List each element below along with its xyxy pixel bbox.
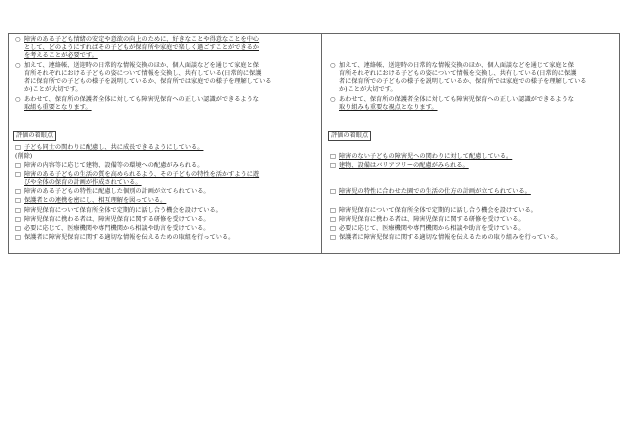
left-eval-item: (削除) — [15, 153, 33, 160]
left-line: として、どのようにすればその子どもが保育所や家庭で楽しく過ごすことができるか — [24, 44, 259, 51]
right-eval-item: □ 障害児保育について保育所全体で定期的に話し合う機会を設けている。 — [330, 207, 537, 214]
left-line: か)ことが大切です。 — [24, 86, 82, 93]
right-eval-title: 評価の着眼点 — [328, 131, 371, 141]
right-line: 取り組みも重要な視点となります。 — [339, 104, 438, 111]
right-line: ○ あわせて、保育所の保護者全体に対しても障害児保育への正しい認識ができるような — [330, 96, 574, 103]
right-line: ○ 加えて、連絡帳、送迎時の日常的な情報交換のほか、個人面談などを通じて家庭と保 — [330, 62, 574, 69]
left-line: ○ 加えて、連絡帳、送迎時の日常的な情報交換のほか、個人面談などを通じて家庭と保 — [15, 62, 259, 69]
left-eval-item: □ 障害のある子どもの生活の質を高められるよう、その子どもの特性を活かすように遊 — [15, 171, 260, 178]
right-eval-item: □ 障害児の特性に合わせた園での生活の仕方の計画が立てられている。 — [330, 188, 531, 195]
right-line: 者に保育所での子どもの様子を説明しているか、保育所では家庭での様子を理解している — [339, 78, 587, 85]
left-line: 者に保育所での子どもの様子を説明しているか、保育所では家庭での様子を理解している — [24, 78, 272, 85]
right-eval-item: □ 必要に応じて、医療機関や専門機関から相談や助言を受けている。 — [330, 225, 525, 232]
left-eval-item: □ 保護者に障害児保育に関する適切な情報を伝えるための取組を行っている。 — [15, 234, 235, 241]
right-eval-item: □ 障害児保育に携わる者は、障害児保育に関する研修を受けている。 — [330, 216, 525, 223]
left-eval-item: □ 子ども同士の関わりに配慮し、共に成長できるようにしている。 — [15, 144, 204, 151]
left-eval-item: □ 必要に応じて、医療機関や専門機関から相談や助言を受けている。 — [15, 225, 210, 232]
comparison-table — [8, 33, 620, 254]
left-eval-item: びや全体の保育の計画が作成されている。 — [24, 179, 142, 186]
left-eval-item: □ 障害児保育に携わる者は、障害児保育に関する研修を受けている。 — [15, 216, 210, 223]
right-eval-item: □ 障害のない子どもの障害児への関わりに対して配慮している。 — [330, 153, 513, 160]
right-line: 育所それぞれにおける子どもの姿について情報を交換し、共有している(日常的に保護 — [339, 70, 577, 77]
left-eval-title: 評価の着眼点 — [13, 131, 56, 141]
left-line: 育所それぞれにおける子どもの姿について情報を交換し、共有している(日常的に保護 — [24, 70, 262, 77]
left-line: を考えることが必要です。 — [24, 52, 98, 59]
left-line: ○ 障害のある子ども情緒の安定や意欲の向上のために、好きなことや得意なことを中心 — [15, 36, 260, 43]
left-line: ○ あわせて、保育所の保護者全体に対しても障害児保育への正しい認識ができるような — [15, 96, 259, 103]
left-eval-item: □ 障害のある子どもの特性に配慮した個別の計画が立てられている。 — [15, 188, 210, 195]
left-line: 取組も重要となります。 — [24, 104, 92, 111]
left-eval-item: □ 障害児保育について保育所全体で定期的に話し合う機会を設けている。 — [15, 207, 222, 214]
right-line: か)ことが大切です。 — [339, 86, 397, 93]
left-eval-item: □ 障害の内容等に応じて建物、設備等の環境への配慮がみられる。 — [15, 162, 204, 169]
right-column — [322, 34, 619, 253]
right-eval-item: □ 建物、設備はバリアフリーの配慮がみられる。 — [330, 162, 469, 169]
right-eval-item: □ 保護者に障害児保育に関する適切な情報を伝えるための取り組みを行っている。 — [330, 234, 562, 241]
left-column — [9, 34, 322, 253]
left-eval-item: □ 保護者との連携を密にし、相互理解を図っている。 — [15, 197, 167, 204]
